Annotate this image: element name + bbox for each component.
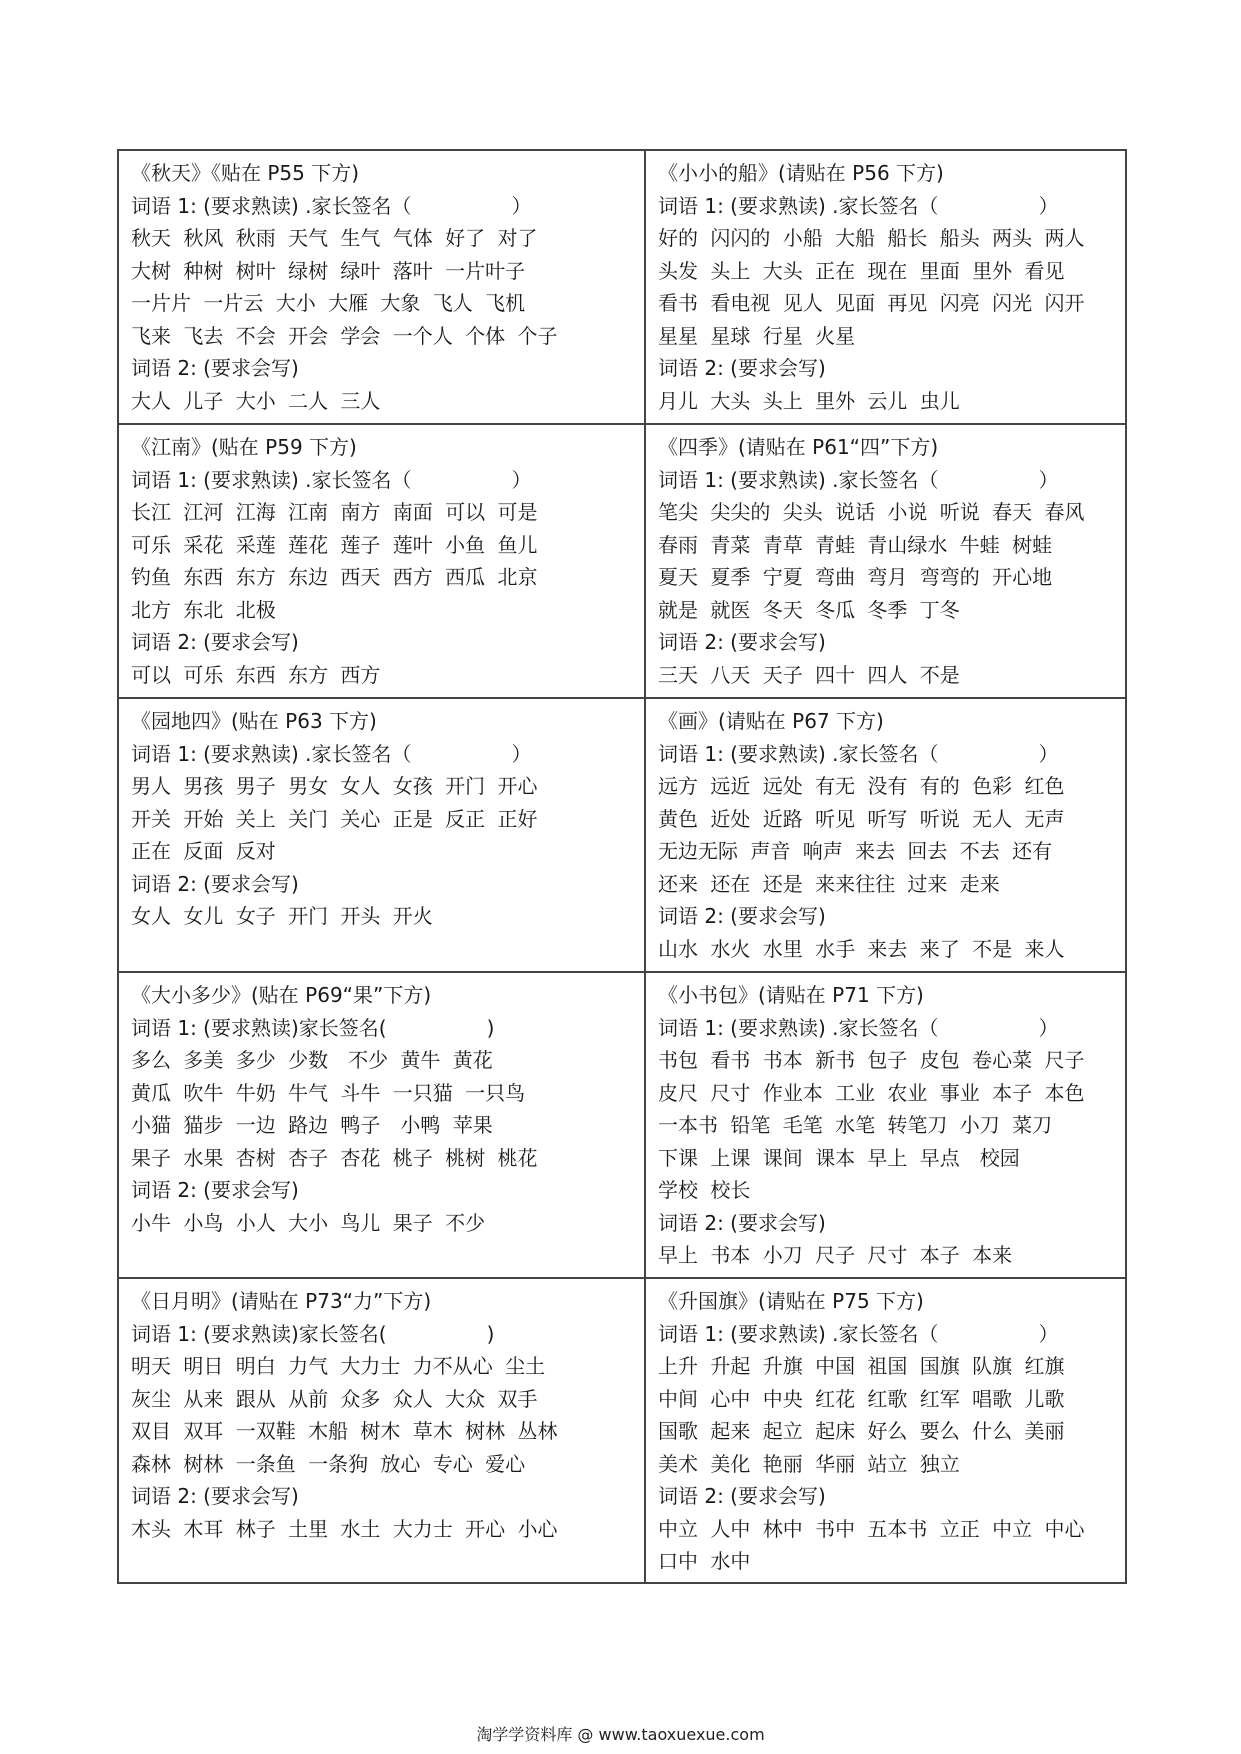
vocab1-header: 词语 1: (要求熟读) .家长签名（ ） xyxy=(131,741,532,766)
vocab1-line: 果子 水果 杏树 杏子 杏花 桃子 桃树 桃花 xyxy=(131,1145,538,1170)
lesson-cell xyxy=(118,698,645,972)
vocab1-line: 就是 就医 冬天 冬瓜 冬季 丁冬 xyxy=(658,597,960,622)
vocab2-line: 大人 儿子 大小 二人 三人 xyxy=(131,388,381,413)
vocab1-line: 多么 多美 多少 少数 不少 黄牛 黄花 xyxy=(131,1048,493,1072)
vocab1-line: 可乐 采花 采莲 莲花 莲子 莲叶 小鱼 鱼儿 xyxy=(131,532,538,557)
vocab2-header: 词语 2: (要求会写) xyxy=(131,1178,299,1202)
vocab2-line: 中立 人中 林中 书中 五本书 立正 中立 中心 xyxy=(658,1516,1085,1541)
vocab2-header: 词语 2: (要求会写) xyxy=(131,871,299,896)
vocab2-line: 女人 女儿 女子 开门 开头 开火 xyxy=(131,904,433,928)
vocab2-header: 词语 2: (要求会写) xyxy=(131,356,299,380)
vocab1-line: 一本书 铅笔 毛笔 水笔 转笔刀 小刀 菜刀 xyxy=(658,1113,1053,1137)
vocab1-line: 书包 看书 书本 新书 包子 皮包 卷心菜 尺子 xyxy=(658,1048,1085,1072)
lesson-cell xyxy=(118,1278,645,1583)
vocab2-line: 早上 书本 小刀 尺子 尺寸 本子 本来 xyxy=(658,1243,1013,1267)
lesson-cell xyxy=(118,424,645,698)
vocab2-header: 词语 2: (要求会写) xyxy=(658,356,826,380)
vocab2-line: 三天 八天 天子 四十 四人 不是 xyxy=(658,662,960,687)
vocab1-header: 词语 1: (要求熟读) .家长签名（ ） xyxy=(658,1015,1059,1040)
vocab2-header: 词语 2: (要求会写) xyxy=(658,1210,826,1235)
vocab1-line: 长江 江河 江海 江南 南方 南面 可以 可是 xyxy=(131,500,538,524)
vocab1-line: 皮尺 尺寸 作业本 工业 农业 事业 本子 本色 xyxy=(658,1080,1085,1105)
lesson-cell xyxy=(645,698,1126,972)
vocab1-header: 词语 1: (要求熟读) .家长签名（ ） xyxy=(658,1321,1059,1346)
vocab1-line: 无边无际 声音 响声 来去 回去 不去 还有 xyxy=(658,839,1053,863)
vocab1-line: 森林 树林 一条鱼 一条狗 放心 专心 爱心 xyxy=(131,1451,526,1476)
vocab2-line: 可以 可乐 东西 东方 西方 xyxy=(131,662,381,687)
vocab1-line: 大树 种树 树叶 绿树 绿叶 落叶 一片叶子 xyxy=(131,258,526,283)
vocab1-line: 夏天 夏季 宁夏 弯曲 弯月 弯弯的 开心地 xyxy=(658,565,1053,589)
lesson-row xyxy=(118,698,1126,972)
vocab1-line: 春雨 青菜 青草 青蛙 青山绿水 牛蛙 树蛙 xyxy=(658,532,1053,557)
lesson-row xyxy=(118,1278,1126,1583)
lesson-cell xyxy=(645,424,1126,698)
vocab1-line: 远方 远近 远处 有无 没有 有的 色彩 红色 xyxy=(658,774,1065,798)
vocab1-line: 中间 心中 中央 红花 红歌 红军 唱歌 儿歌 xyxy=(658,1386,1065,1411)
lesson-title: 《江南》(贴在 P59 下方) xyxy=(131,435,357,459)
lesson-title: 《大小多少》(贴在 P69“果”下方) xyxy=(131,983,432,1007)
vocab1-line: 双目 双耳 一双鞋 木船 树木 草木 树林 丛林 xyxy=(131,1419,558,1443)
vocab1-line: 好的 闪闪的 小船 大船 船长 船头 两头 两人 xyxy=(658,226,1085,250)
vocab1-header: 词语 1: (要求熟读) .家长签名（ ） xyxy=(658,467,1059,492)
lesson-row xyxy=(118,424,1126,698)
vocab1-line: 美术 美化 艳丽 华丽 站立 独立 xyxy=(658,1451,960,1476)
lesson-cell xyxy=(645,150,1126,424)
lesson-title: 《升国旗》(请贴在 P75 下方) xyxy=(658,1289,924,1313)
vocab1-line: 明天 明日 明白 力气 大力士 力不从心 尘土 xyxy=(131,1354,546,1378)
vocabulary-table xyxy=(117,149,1127,1584)
vocab2-header: 词语 2: (要求会写) xyxy=(658,630,826,654)
vocab2-header: 词语 2: (要求会写) xyxy=(131,1484,299,1508)
vocab1-line: 头发 头上 大头 正在 现在 里面 里外 看见 xyxy=(658,258,1065,283)
lesson-cell xyxy=(118,972,645,1278)
vocab1-line: 看书 看电视 见人 见面 再见 闪亮 闪光 闪开 xyxy=(658,291,1085,315)
lesson-row xyxy=(118,150,1126,424)
vocab2-header: 词语 2: (要求会写) xyxy=(658,1484,826,1508)
vocab1-header: 词语 1: (要求熟读) .家长签名（ ） xyxy=(658,741,1059,766)
vocab1-line: 北方 东北 北极 xyxy=(131,597,276,622)
vocab1-line: 秋天 秋风 秋雨 天气 生气 气体 好了 对了 xyxy=(131,226,538,250)
vocab1-line: 星星 星球 行星 火星 xyxy=(658,323,856,348)
vocab1-line: 飞来 飞去 不会 开会 学会 一个人 个体 个子 xyxy=(131,323,558,348)
lesson-title: 《画》(请贴在 P67 下方) xyxy=(658,709,884,733)
vocab1-header: 词语 1: (要求熟读) .家长签名（ ） xyxy=(131,193,532,218)
lesson-title: 《小书包》(请贴在 P71 下方) xyxy=(658,983,924,1007)
lesson-title: 《日月明》(请贴在 P73“力”下方) xyxy=(131,1289,432,1313)
vocab1-line: 小猫 猫步 一边 路边 鸭子 小鸭 苹果 xyxy=(131,1113,493,1137)
vocab1-line: 国歌 起来 起立 起床 好么 要么 什么 美丽 xyxy=(658,1419,1065,1443)
vocab1-line: 黄色 近处 近路 听见 听写 听说 无人 无声 xyxy=(658,806,1065,831)
vocab1-header: 词语 1: (要求熟读) .家长签名（ ） xyxy=(131,467,532,492)
lesson-title: 《四季》(请贴在 P61“四”下方) xyxy=(658,435,939,459)
vocab2-line: 木头 木耳 林子 土里 水土 大力士 开心 小心 xyxy=(131,1516,558,1541)
lesson-cell xyxy=(645,972,1126,1278)
vocab1-line: 正在 反面 反对 xyxy=(131,839,276,863)
vocab1-line: 学校 校长 xyxy=(658,1178,751,1202)
vocab1-header: 词语 1: (要求熟读)家长签名( ) xyxy=(131,1015,495,1040)
vocab1-header: 词语 1: (要求熟读)家长签名( ) xyxy=(131,1321,495,1346)
vocab2-line: 小牛 小鸟 小人 大小 鸟儿 果子 不少 xyxy=(131,1210,486,1235)
vocab1-line: 笔尖 尖尖的 尖头 说话 小说 听说 春天 春风 xyxy=(658,500,1085,524)
vocab1-line: 开关 开始 关上 关门 关心 正是 反正 正好 xyxy=(131,806,538,831)
vocab2-line: 口中 水中 xyxy=(658,1549,751,1573)
vocab1-line: 上升 升起 升旗 中国 祖国 国旗 队旗 红旗 xyxy=(658,1354,1065,1378)
vocab2-header: 词语 2: (要求会写) xyxy=(131,630,299,654)
vocab1-line: 黄瓜 吹牛 牛奶 牛气 斗牛 一只猫 一只鸟 xyxy=(131,1080,526,1105)
vocab1-header: 词语 1: (要求熟读) .家长签名（ ） xyxy=(658,193,1059,218)
lesson-row xyxy=(118,972,1126,1278)
lesson-cell xyxy=(645,1278,1126,1583)
vocab1-line: 男人 男孩 男子 男女 女人 女孩 开门 开心 xyxy=(131,774,538,798)
lesson-title: 《园地四》(贴在 P63 下方) xyxy=(131,709,377,733)
vocab1-line: 下课 上课 课间 课本 早上 早点 校园 xyxy=(658,1145,1020,1170)
lesson-title: 《秋天》《贴在 P55 下方) xyxy=(131,161,360,185)
footer-watermark: 淘学学资料库 @ www.taoxuexue.com xyxy=(476,1725,765,1744)
vocab1-line: 一片片 一片云 大小 大雁 大象 飞人 飞机 xyxy=(131,291,526,315)
vocab1-line: 还来 还在 还是 来来往往 过来 走来 xyxy=(658,871,1000,896)
lesson-title: 《小小的船》(请贴在 P56 下方) xyxy=(658,161,944,185)
vocab1-line: 钓鱼 东西 东方 东边 西天 西方 西瓜 北京 xyxy=(131,565,538,589)
vocab2-header: 词语 2: (要求会写) xyxy=(658,904,826,928)
lesson-cell xyxy=(118,150,645,424)
vocab2-line: 山水 水火 水里 水手 来去 来了 不是 来人 xyxy=(658,936,1065,961)
vocab2-line: 月儿 大头 头上 里外 云儿 虫儿 xyxy=(658,388,960,413)
vocab1-line: 灰尘 从来 跟从 从前 众多 众人 大众 双手 xyxy=(131,1386,538,1411)
